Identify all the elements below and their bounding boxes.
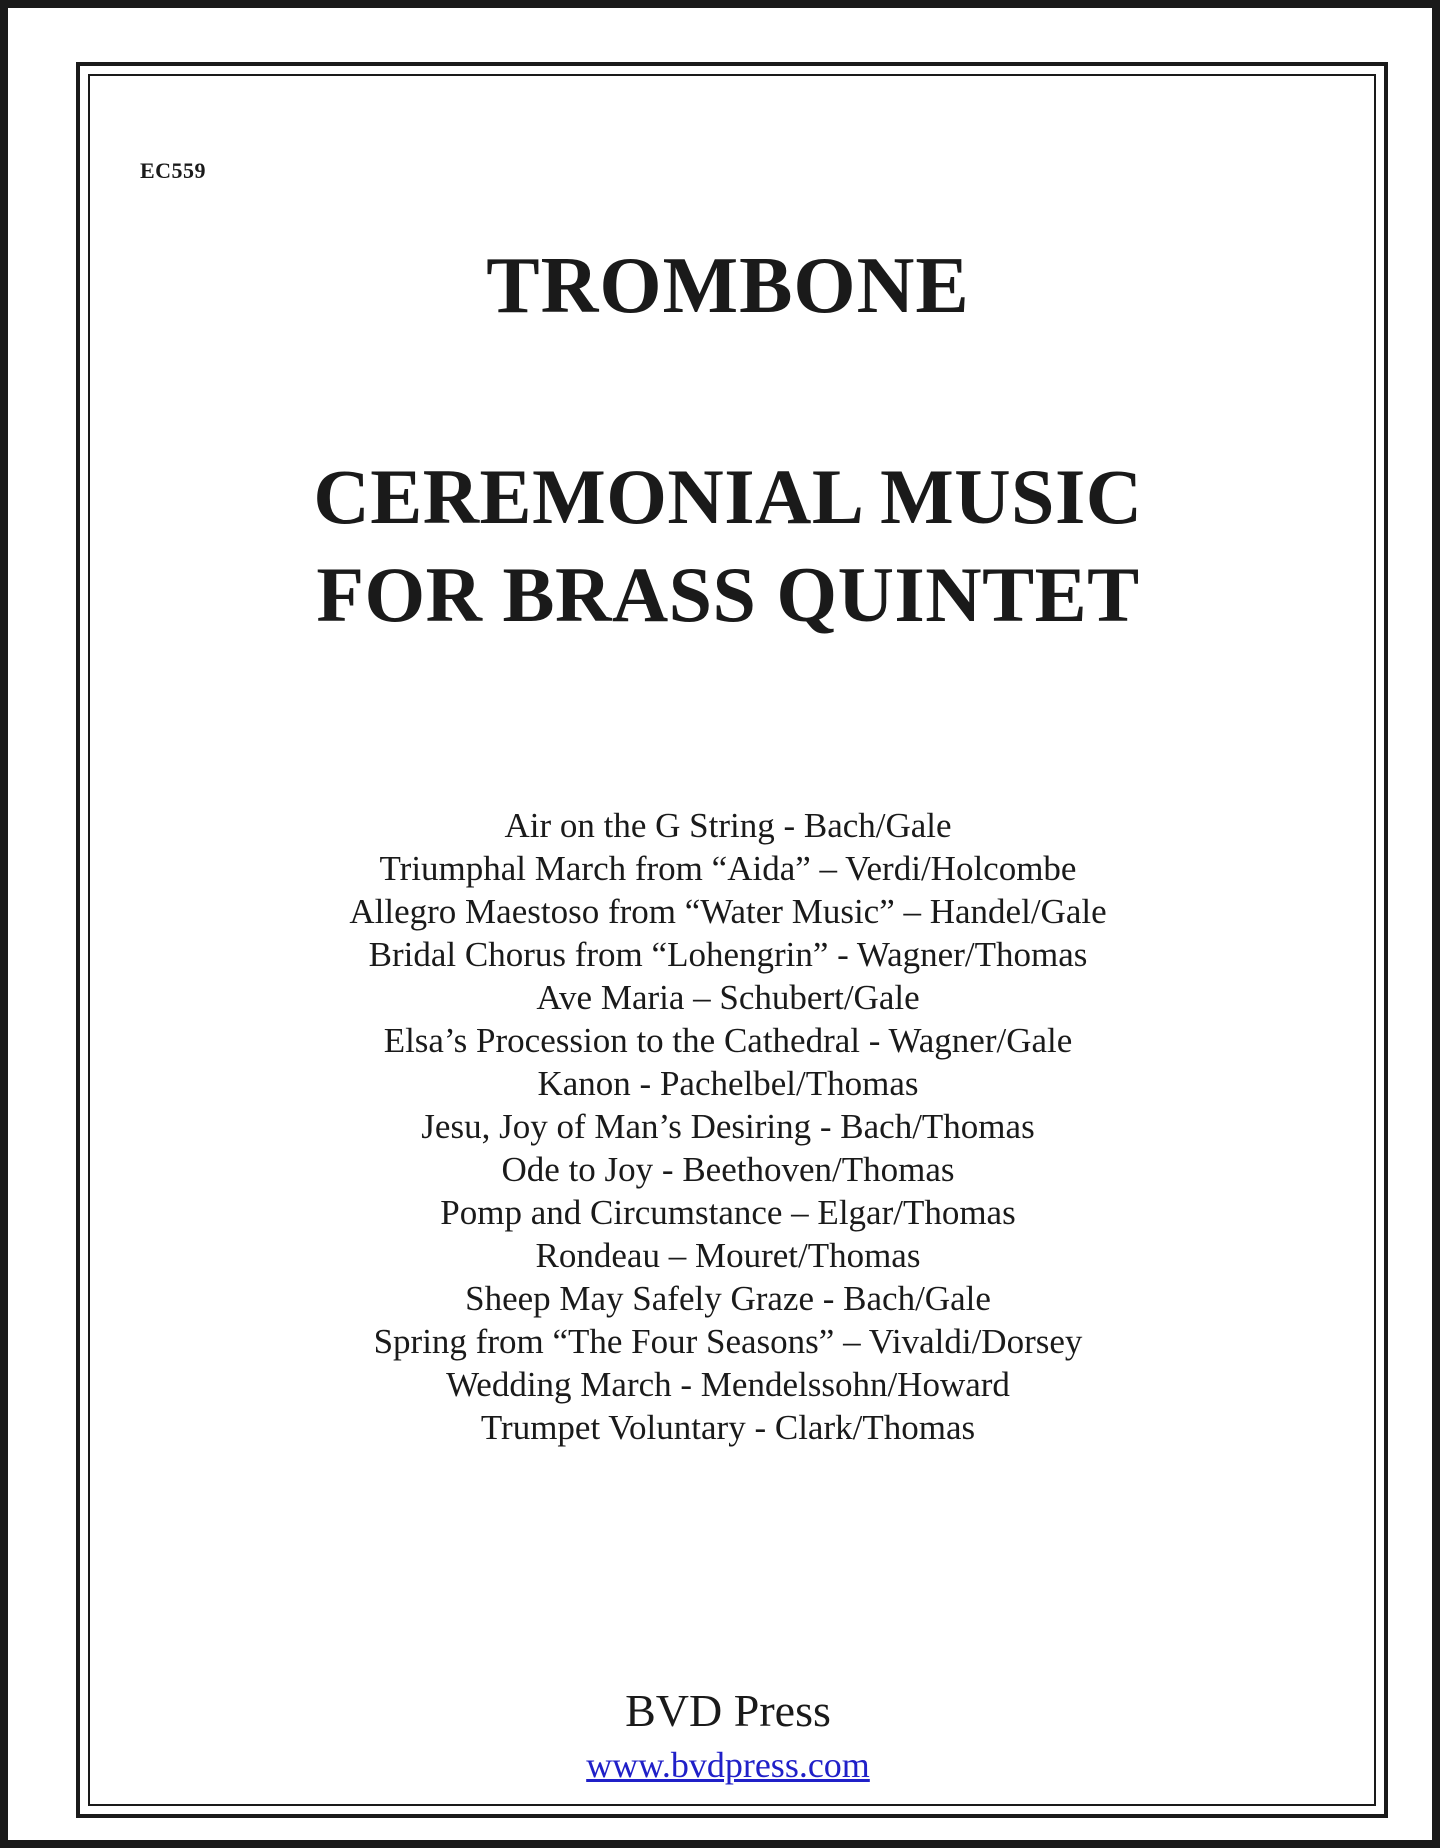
contents-item: Sheep May Safely Graze - Bach/Gale <box>465 1279 991 1318</box>
title-line-1: CEREMONIAL MUSIC <box>313 453 1143 540</box>
contents-item: Spring from “The Four Seasons” – Vivaldi/Dorsey <box>373 1322 1083 1361</box>
contents-item: Ave Maria – Schubert/Gale <box>536 978 920 1017</box>
contents-item: Triumphal March from “Aida” – Verdi/Holcombe <box>379 849 1077 888</box>
contents-item: Pomp and Circumstance – Elgar/Thomas <box>440 1193 1016 1232</box>
contents-item: Rondeau – Mouret/Thomas <box>535 1236 921 1275</box>
contents-item: Wedding March - Mendelssohn/Howard <box>446 1365 1010 1404</box>
website-link[interactable]: www.bvdpress.com <box>586 1745 870 1785</box>
contents-item: Kanon - Pachelbel/Thomas <box>537 1064 919 1103</box>
contents-item: Jesu, Joy of Man’s Desiring - Bach/Thomas <box>421 1107 1035 1146</box>
contents-item: Trumpet Voluntary - Clark/Thomas <box>480 1408 976 1447</box>
publisher-name: BVD Press <box>625 1685 831 1736</box>
contents-item: Ode to Joy - Beethoven/Thomas <box>501 1150 955 1189</box>
title-line-2: FOR BRASS QUINTET <box>316 551 1140 638</box>
instrument-heading: TROMBONE <box>486 242 970 330</box>
contents-list <box>8 804 1440 1449</box>
contents-item: Bridal Chorus from “Lohengrin” - Wagner/Thomas <box>368 935 1088 974</box>
contents-item: Elsa’s Procession to the Cathedral - Wagner/Gale <box>383 1021 1073 1060</box>
contents-item: Air on the G String - Bach/Gale <box>504 806 952 845</box>
catalog-number: EC559 <box>140 158 207 183</box>
website-line <box>8 1746 1440 1786</box>
collection-title <box>8 448 1440 644</box>
contents-item: Allegro Maestoso from “Water Music” – Handel/Gale <box>349 892 1107 931</box>
